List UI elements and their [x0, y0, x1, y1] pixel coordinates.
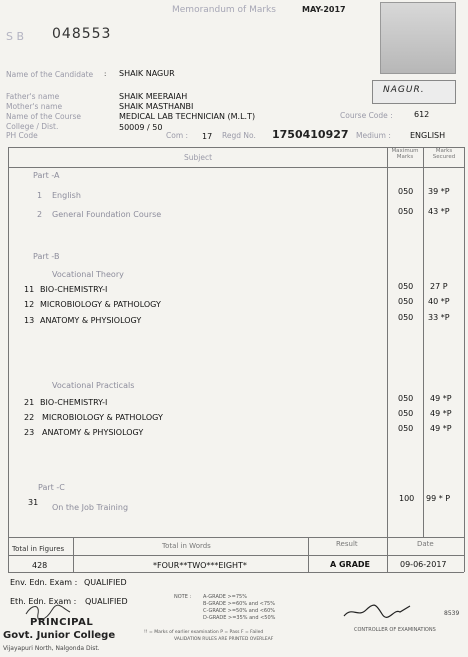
date-label: Date: [417, 540, 434, 548]
colon: :: [104, 70, 107, 78]
table-right-line: [464, 147, 465, 572]
table-col-secured-line: [423, 147, 424, 537]
subject-name: English: [52, 191, 81, 200]
name-label: Name of the Candidate: [6, 70, 94, 79]
max-marks: 050: [398, 297, 414, 306]
totals-col2-line: [308, 537, 309, 572]
course-code-label: Course Code :: [340, 111, 393, 120]
eth-edn-label: Eth. Edn. Exam :: [10, 597, 77, 606]
com-value: 17: [202, 132, 213, 141]
subject-no: 23: [24, 428, 35, 437]
subject-name: MICROBIOLOGY & PATHOLOGY: [42, 413, 163, 422]
grade-line: B-GRADE >=60% and <75%: [203, 601, 275, 607]
subject-name: ANATOMY & PHYSIOLOGY: [42, 428, 144, 437]
regd-number: 1750410927: [272, 128, 349, 141]
result-date: 09-06-2017: [400, 560, 447, 569]
part-b-label: Part -B: [33, 252, 60, 261]
secured-marks: 49 *P: [430, 394, 452, 403]
grade-line: A-GRADE >=75%: [203, 594, 247, 600]
result-label: Result: [336, 540, 358, 548]
controller-signature: [340, 600, 420, 624]
total-words-label: Total in Words: [162, 542, 211, 550]
total-figures-label: Total in Figures: [12, 545, 65, 553]
subject-no: 13: [24, 316, 35, 325]
max-marks: 050: [398, 424, 414, 433]
env-edn-value: QUALIFIED: [84, 578, 127, 587]
regd-label: Regd No.: [222, 131, 256, 140]
note-label: NOTE :: [174, 594, 192, 600]
totals-top-line: [8, 537, 464, 538]
secured-marks: 27 P: [430, 282, 448, 291]
mother-label: Mother's name: [6, 102, 63, 111]
candidate-signature: [372, 80, 456, 104]
col-max: Maximum Marks: [391, 148, 419, 160]
part-a-label: Part -A: [33, 171, 60, 180]
max-marks: 050: [398, 409, 414, 418]
secured-marks: 33 *P: [428, 313, 450, 322]
max-marks: 050: [398, 282, 414, 291]
total-figures: 428: [32, 561, 48, 570]
pin-label: PH Code: [6, 131, 38, 140]
memo-title: Memorandum of Marks: [172, 5, 276, 15]
subject-no: 12: [24, 300, 35, 309]
controller-title: CONTROLLER OF EXAMINATIONS: [354, 627, 436, 633]
marks-legend: !! = Marks of earlier examination P = Pass F = Failed: [144, 630, 264, 635]
grade-line: C-GRADE >=50% and <60%: [203, 608, 276, 614]
subject-name: General Foundation Course: [52, 210, 162, 219]
table-left-line: [8, 147, 9, 572]
subject-name: ANATOMY & PHYSIOLOGY: [40, 316, 142, 325]
secured-marks: 40 *P: [428, 297, 450, 306]
vocational-practicals-label: Vocational Practicals: [52, 381, 135, 390]
father-name: SHAIK MEERAIAH: [119, 92, 188, 101]
total-words: *FOUR**TWO***EIGHT*: [153, 561, 247, 570]
subject-name: BIO-CHEMISTRY-I: [40, 398, 108, 407]
college-label: College / Dist.: [6, 122, 59, 131]
result-value: A GRADE: [330, 560, 370, 569]
secured-marks: 39 *P: [428, 187, 450, 196]
medium-value: ENGLISH: [410, 131, 446, 140]
candidate-name: SHAIK NAGUR: [119, 69, 175, 78]
serial-prefix: S B: [6, 30, 25, 43]
max-marks: 100: [399, 494, 415, 503]
college-name: Govt. Junior College: [3, 630, 116, 641]
medium-label: Medium :: [356, 131, 391, 140]
subject-no: 11: [24, 285, 35, 294]
serial-number: 048553: [52, 26, 112, 42]
candidate-photo: [380, 2, 456, 74]
max-marks: 050: [398, 187, 414, 196]
totals-bottom-line: [8, 572, 464, 573]
totals-col3-line: [387, 537, 388, 572]
subject-no: 22: [24, 413, 35, 422]
father-label: Father's name: [6, 92, 60, 101]
controller-code: 8539: [444, 610, 460, 617]
max-marks: 050: [398, 313, 414, 322]
mother-name: SHAIK MASTHANBI: [119, 102, 194, 111]
max-marks: 050: [398, 207, 414, 216]
exam-session: MAY-2017: [302, 5, 346, 14]
subject-name: On the Job Training: [52, 503, 129, 512]
table-col-max-line: [387, 147, 388, 537]
grade-line: D-GRADE >=35% and <50%: [203, 615, 276, 621]
college-code: 50009 / 50: [119, 123, 163, 132]
subject-name: BIO-CHEMISTRY-I: [40, 285, 108, 294]
signature-text: NAGUR.: [383, 85, 425, 95]
validation-note: VALIDATION RULES ARE PRINTED OVERLEAF: [174, 637, 274, 642]
subject-no: 2: [37, 210, 43, 219]
table-header-line: [8, 167, 464, 168]
totals-mid-line: [8, 555, 464, 556]
part-c-label: Part -C: [38, 483, 65, 492]
principal-title: PRINCIPAL: [30, 617, 94, 628]
secured-marks: 99 * P: [426, 494, 451, 503]
col-secured: Marks Secured: [432, 148, 456, 160]
max-marks: 050: [398, 394, 414, 403]
secured-marks: 43 *P: [428, 207, 450, 216]
secured-marks: 49 *P: [430, 424, 452, 433]
subject-no: 21: [24, 398, 35, 407]
course-label: Name of the Course: [6, 112, 81, 121]
course-code: 612: [414, 110, 430, 119]
env-edn-label: Env. Edn. Exam :: [10, 578, 78, 587]
eth-edn-value: QUALIFIED: [85, 597, 128, 606]
course-name: MEDICAL LAB TECHNICIAN (M.L.T): [119, 112, 256, 121]
subject-name: MICROBIOLOGY & PATHOLOGY: [40, 300, 161, 309]
college-place: Vijayapuri North, Nalgonda Dist.: [3, 645, 100, 652]
subject-no: 31: [28, 498, 39, 507]
subject-no: 1: [37, 191, 43, 200]
totals-col1-line: [73, 537, 74, 572]
vocational-theory-label: Vocational Theory: [52, 270, 124, 279]
secured-marks: 49 *P: [430, 409, 452, 418]
com-label: Com :: [166, 131, 189, 140]
col-subject: Subject: [184, 153, 213, 162]
